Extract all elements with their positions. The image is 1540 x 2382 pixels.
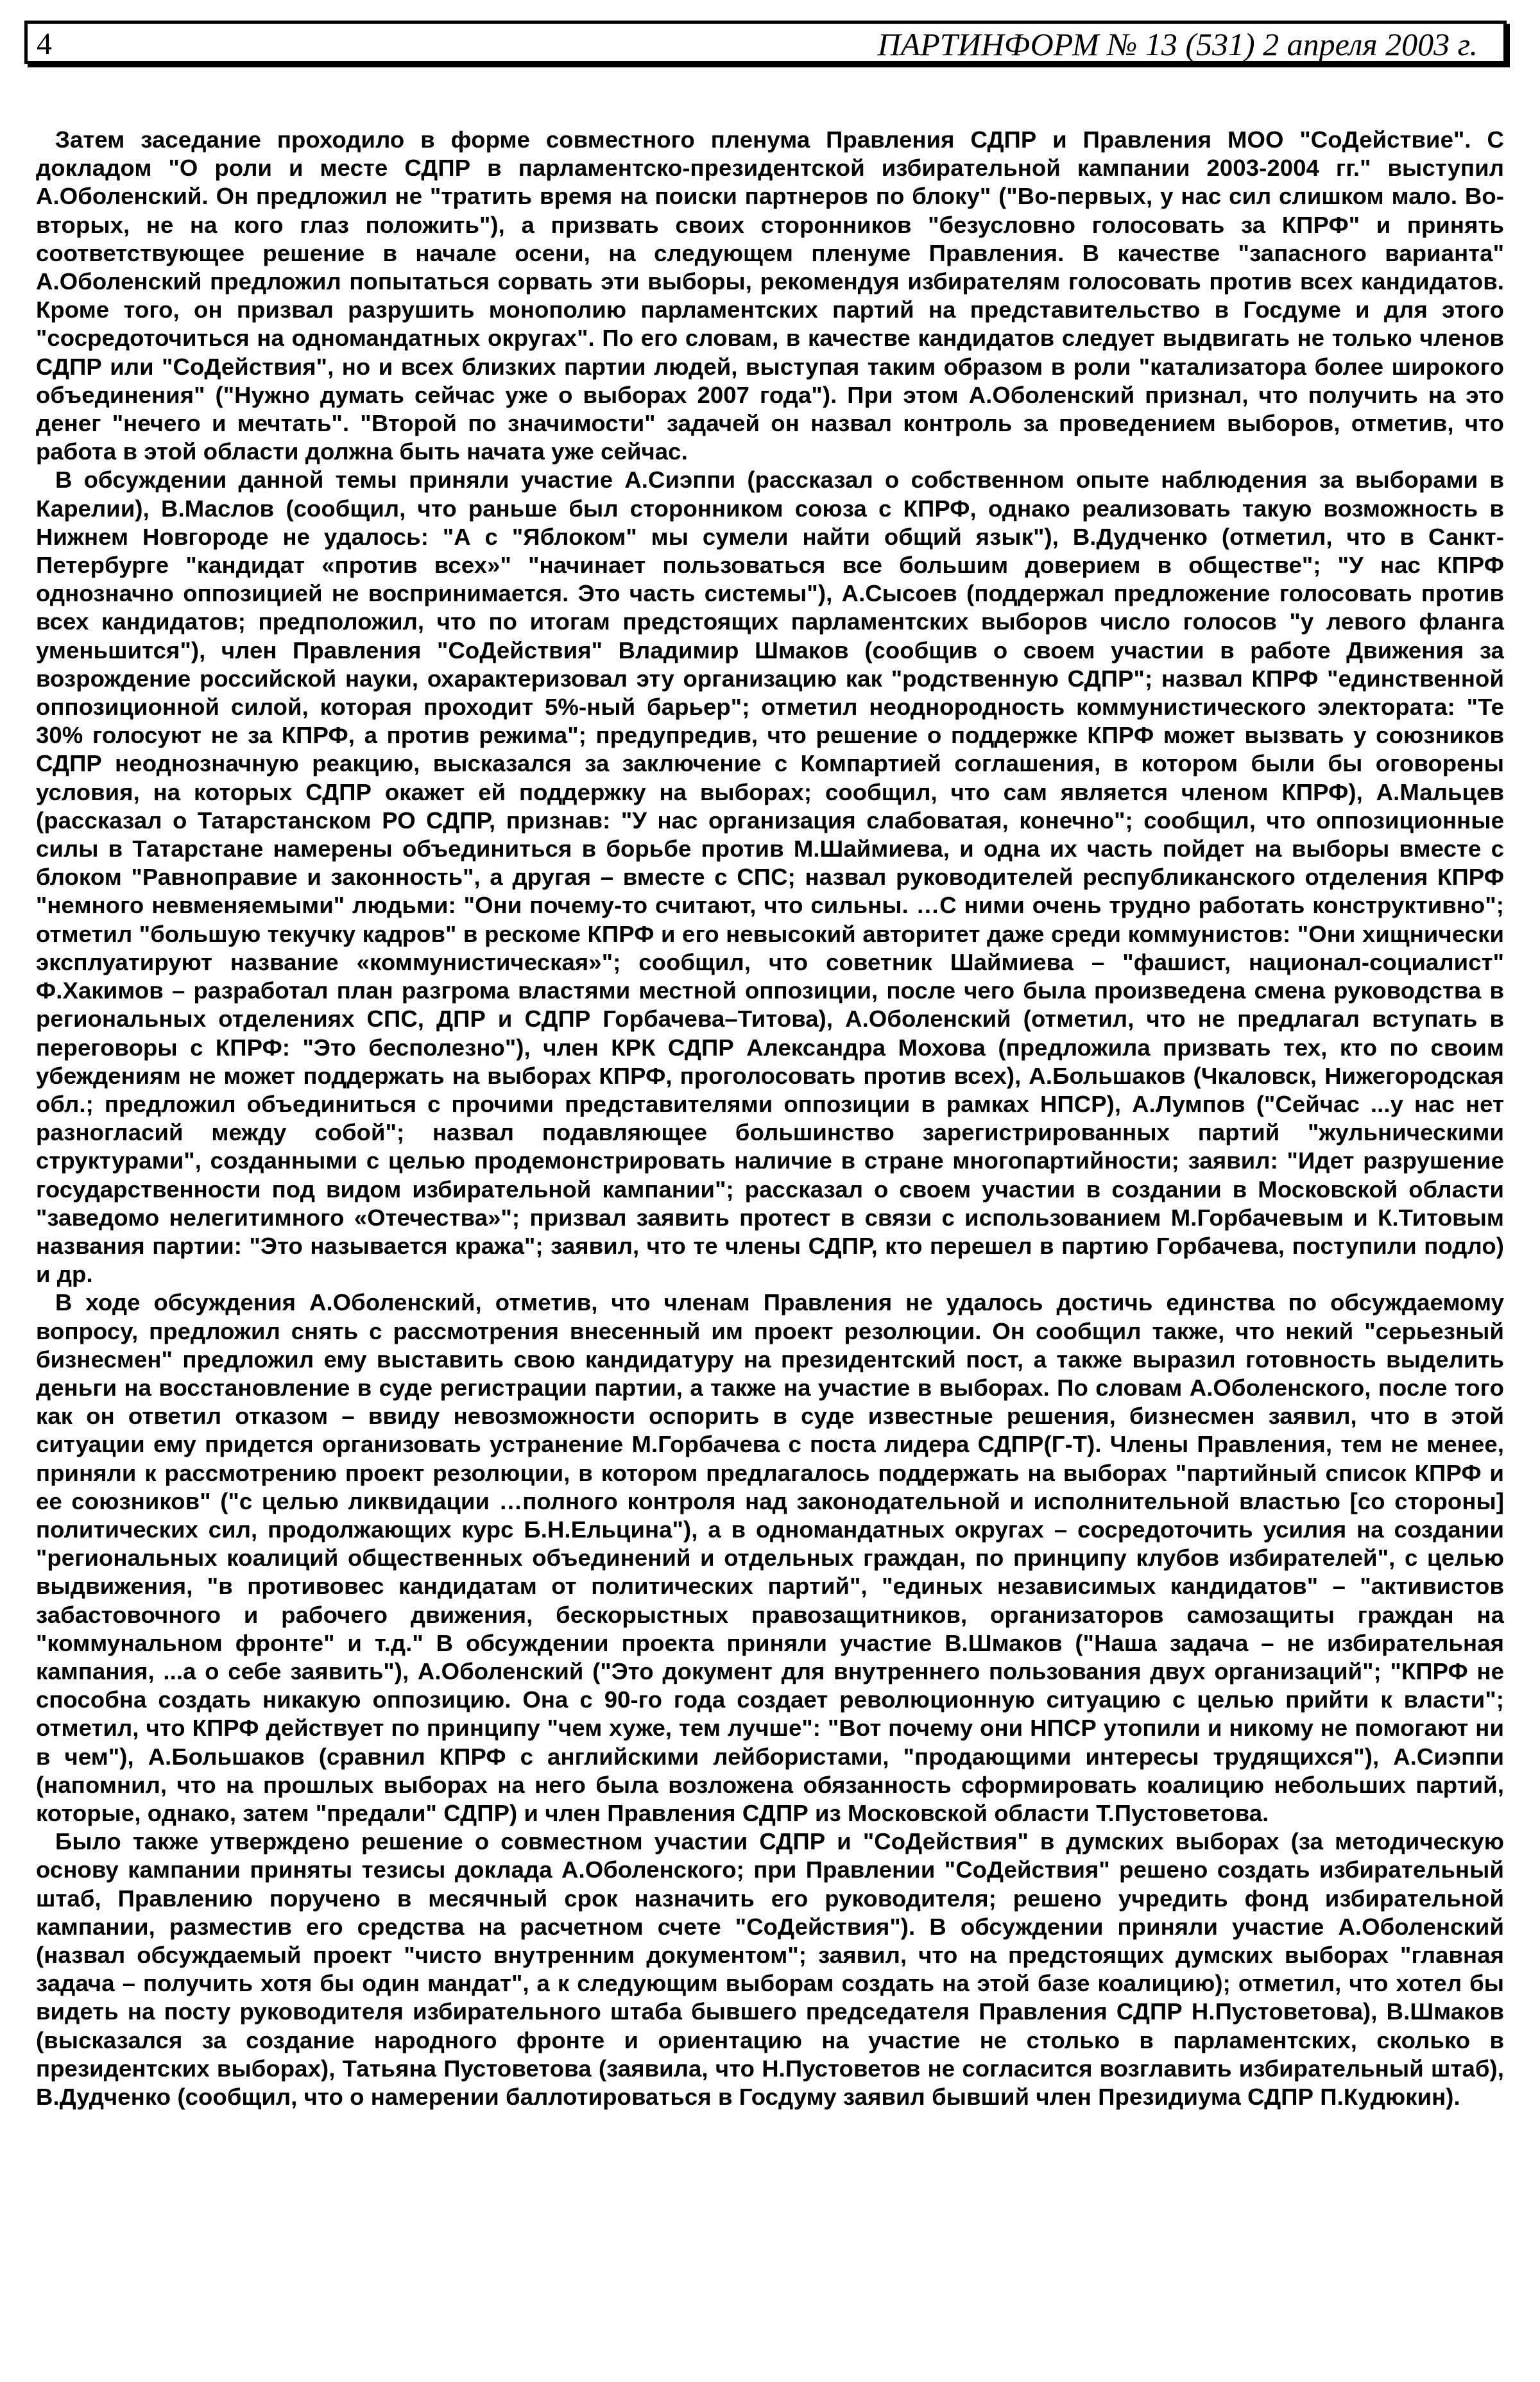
article-body [36, 126, 1504, 2111]
paragraph-election-decision: Было также утверждено решение о совместном участии СДПР и "СоДействия" в думских выборах (за методическую основу кампании приняты тезисы доклада А.Оболенского; при Правлении "СоДействия" решено создать избирательный штаб, Правлению поручено в месячный срок назначить его руководителя; решено учредить фонд избирательной кампании, разместив его средства на расчетном счете "СоДействия"). В обсуждении приняли участие А.Оболенский (назвал обсуждаемый проект "чисто внутренним документом"; заявил, что на предстоящих думских выборах "главная задача – получить хотя бы один мандат", а к следующим выборам создать на этой базе коалицию); отметил, что хотел бы видеть на посту руководителя избирательного штаба бывшего председателя Правления СДПР Н.Пустоветова), В.Шмаков (высказался за создание народного фронте и ориентацию на участие не столько в парламентских, сколько в президентских выборах), Татьяна Пустоветова (заявила, что Н.Пустоветов не согласится возглавить избирательный штаб), В.Дудченко (сообщил, что о намерении баллотироваться в Госдуму заявил бывший член Президиума СДПР П.Кудюкин). [36, 1828, 1504, 2111]
paragraph-discussion: В обсуждении данной темы приняли участие А.Сиэппи (рассказал о собственном опыте наблюдения за выборами в Карелии), В.Маслов (сообщил, что раньше был сторонником союза с КПРФ, однако реализовать такую возможность в Нижнем Новгороде не удалось: "А с "Яблоком" мы сумели найти общий язык"), В.Дудченко (отметил, что в Санкт-Петербурге "кандидат «против всех»" "начинает пользоваться все большим доверием в обществе"; "У нас КПРФ однозначно оппозицией не воспринимается. Это часть системы"), А.Сысоев (поддержал предложение голосовать против всех кандидатов; предположил, что по итогам предстоящих парламентских выборов число голосов "у левого фланга уменьшится"), член Правления "СоДействия" Владимир Шмаков (сообщив о своем участии в работе Движения за возрождение российской науки, охарактеризовал эту организацию как "родственную СДПР"; назвал КПРФ "единственной оппозиционной силой, которая проходит 5%-ный барьер"; отметил неоднородность коммунистического электората: "Те 30% голосуют не за КПРФ, а против режима"; предупредив, что решение о поддержке КПРФ может вызвать у союзников СДПР неоднозначную реакцию, высказался за заключение с Компартией соглашения, в котором были бы оговорены условия, на которых СДПР окажет ей поддержку на выборах; сообщил, что сам является членом КПРФ), А.Мальцев (рассказал о Татарстанском РО СДПР, признав: "У нас организация слабоватая, конечно"; сообщил, что оппозиционные силы в Татарстане намерены объединиться в борьбе против М.Шаймиева, и одна их часть пойдет на выборы вместе с блоком "Равноправие и законность", а другая – вместе с СПС; назвал руководителей республиканского отделения КПРФ "немного невменяемыми" людьми: "Они почему-то считают, что сильны. …С ними очень трудно работать конструктивно"; отметил "большую текучку кадров" в рескоме КПРФ и его невысокий авторитет даже среди коммунистов: "Они хищнически эксплуатируют название «коммунистическая»"; сообщил, что советник Шаймиева – "фашист, национал-социалист" Ф.Хакимов – разработал план разгрома властями местной оппозиции, после чего была произведена смена руководства в региональных отделениях СПС, ДПР и СДПР Горбачева–Титова), А.Оболенский (отметил, что не предлагал вступать в переговоры с КПРФ: "Это бесполезно"), член КРК СДПР Александра Мохова (предложила призвать тех, кто по своим убеждениям не может поддержать на выборах КПРФ, проголосовать против всех), А.Большаков (Чкаловск, Нижегородская обл.; предложил объединиться с прочими представителями оппозиции в рамках НПСР), А.Лумпов ("Сейчас ...у нас нет разногласий между собой"; назвал подавляющее большинство зарегистрированных партий "жульническими структурами", созданными с целью продемонстрировать наличие в стране многопартийности; заявил: "Идет разрушение государственности под видом избирательной кампании"; рассказал о своем участии в создании в Московской области "заведомо нелегитимного «Отечества»"; призвал заявить протест в связи с использованием М.Горбачевым и К.Титовым названия партии: "Это называется кража"; заявил, что те члены СДПР, кто перешел в партию Горбачева, поступили подло) и др. [36, 467, 1504, 1288]
paragraph-plenum-report: Затем заседание проходило в форме совместного пленума Правления СДПР и Правления МОО "СоДействие". С докладом "О роли и месте СДПР в парламентско-президентской избирательной кампании 2003-2004 гг." выступил А.Оболенский. Он предложил не "тратить время на поиски партнеров по блоку" ("Во-первых, у нас сил слишком мало. Во-вторых, не на кого глаз положить"), а призвать своих сторонников "безусловно голосовать за КПРФ" и принять соответствующее решение в начале осени, на следующем пленуме Правления. В качестве "запасного варианта" А.Оболенский предложил попытаться сорвать эти выборы, рекомендуя избирателям голосовать против всех кандидатов. Кроме того, он призвал разрушить монополию парламентских партий на представительство в Госдуме и для этого "сосредоточиться на одномандатных округах". По его словам, в качестве кандидатов следует выдвигать не только членов СДПР или "СоДействия", но и всех близких партии людей, выступая таким образом в роли "катализатора более широкого объединения" ("Нужно думать сейчас уже о выборах 2007 года"). При этом А.Оболенский признал, что получить на это денег "нечего и мечтать". "Второй по значимости" задачей он назвал контроль за проведением выборов, отметив, что работа в этой области должна быть начата уже сейчас. [36, 126, 1504, 465]
page-number: 4 [37, 27, 52, 61]
page-header [24, 21, 1507, 64]
paragraph-resolution: В ходе обсуждения А.Оболенский, отметив, что членам Правления не удалось достичь единства по обсуждаемому вопросу, предложил снять с рассмотрения внесенный им проект резолюции. Он сообщил также, что некий "серьезный бизнесмен" предложил ему выставить свою кандидатуру на президентский пост, а также выразил готовность выделить деньги на восстановление в суде регистрации партии, а также на участие в выборах. По словам А.Оболенского, после того как он ответил отказом – ввиду невозможности оспорить в суде известные решения, бизнесмен заявил, что в этой ситуации ему придется организовать устранение М.Горбачева с поста лидера СДПР(Г-Т). Члены Правления, тем не менее, приняли к рассмотрению проект резолюции, в котором предлагалось поддержать на выборах "партийный список КПРФ и ее союзников" ("с целью ликвидации …полного контроля над законодательной и исполнительной властью [со стороны] политических сил, продолжающих курс Б.Н.Ельцина"), а в одномандатных округах – сосредоточить усилия на создании "региональных коалиций общественных объединений и отдельных граждан, по принципу клубов избирателей", с целью выдвижения, "в противовес кандидатам от политических партий", "единых независимых кандидатов" – "активистов забастовочного и рабочего движения, бескорыстных правозащитников, организаторов самозащиты граждан на "коммунальном фронте" и т.д." В обсуждении проекта приняли участие В.Шмаков ("Наша задача – не избирательная кампания, ...а о себе заявить"), А.Оболенский ("Это документ для внутреннего пользования двух организаций"; "КПРФ не способна создать никакую оппозицию. Она с 90-го года создает революционную ситуацию с целью прийти к власти"; отметил, что КПРФ действует по принципу "чем хуже, тем лучше": "Вот почему они НПСР утопили и никому не помогают ни в чем"), А.Большаков (сравнил КПРФ с английскими лейбористами, "продающими интересы трудящихся"), А.Сиэппи (напомнил, что на прошлых выборах на него была возложена обязанность сформировать коалицию небольших партий, которые, однако, затем "предали" СДПР) и член Правления СДПР из Московской области Т.Пустоветова. [36, 1289, 1504, 1826]
issue-line: ПАРТИНФОРМ № 13 (531) 2 апреля 2003 г. [877, 26, 1478, 62]
